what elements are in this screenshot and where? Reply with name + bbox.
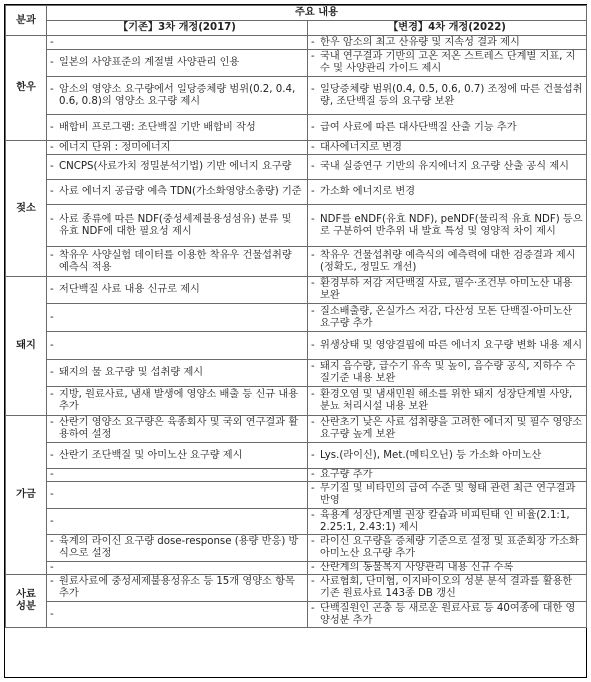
bullet-mark: - — [311, 417, 315, 428]
new-revision-cell — [308, 180, 587, 205]
list-item — [50, 312, 304, 324]
bullet-mark: - — [311, 449, 315, 461]
old-revision-cell — [47, 247, 308, 277]
new-revision-text: 한우 암소의 최고 산유량 및 지속성 결과 제시 — [320, 36, 520, 48]
table-row — [6, 509, 587, 535]
bullet-mark: - — [50, 83, 54, 95]
table-row — [6, 115, 587, 141]
old-revision-cell — [47, 535, 308, 562]
list-item — [311, 483, 583, 507]
bullet-mark: - — [50, 367, 54, 378]
bullet-mark: - — [311, 51, 315, 62]
new-revision-cell — [308, 332, 587, 360]
table-row — [6, 443, 587, 469]
new-revision-text: 사료협회, 단미협, 이지바이오의 성분 분석 결과를 활용한 기존 원료사료 143종 DB 갱신 — [320, 576, 573, 599]
bullet-mark: - — [50, 121, 54, 133]
bullet-mark: - — [50, 213, 54, 225]
list-item — [311, 576, 583, 600]
category-cell: 사료 성분 — [6, 575, 47, 628]
new-revision-text: 육용계 성장단계별 권장 칼슘과 비피틴태 인 비율(2.1:1, 2.25:1, 2.43:1) 제시 — [320, 509, 570, 533]
bullet-mark: - — [311, 121, 315, 133]
bullet-mark: - — [311, 602, 315, 614]
new-revision-cell — [308, 416, 587, 443]
table-row — [6, 482, 587, 509]
bullet-mark: - — [50, 562, 54, 573]
new-revision-text: 단백질원인 곤충 등 새로운 원료사료 등 40여종에 대한 영양성분 추가 — [320, 602, 576, 626]
table-row — [6, 50, 587, 77]
old-revision-text: 산란기 조단백질 및 아미노산 요구량 제시 — [59, 449, 243, 461]
new-revision-cell — [308, 77, 587, 115]
new-revision-text: 착유우 건물섭취량 예측식의 예측력에 대한 검증결과 제시(정확도, 정밀도 개선) — [320, 249, 576, 273]
new-revision-text: 산란계의 동물복지 사양관리 내용 신규 수록 — [320, 562, 514, 573]
old-revision-text: 돼지의 물 요구량 및 섭취량 제시 — [59, 367, 204, 378]
new-revision-text: 환경부하 저감 저단백질 사료, 필수·조건부 아미노산 내용 보완 — [320, 278, 573, 301]
old-revision-cell — [47, 360, 308, 387]
bullet-mark: - — [311, 361, 315, 372]
table-row — [6, 36, 587, 50]
bullet-mark: - — [311, 536, 315, 547]
list-item — [50, 609, 304, 621]
new-revision-cell — [308, 602, 587, 628]
list-item — [50, 250, 304, 274]
table-row — [6, 277, 587, 304]
new-revision-cell — [308, 387, 587, 416]
list-item — [311, 469, 583, 481]
list-item — [311, 340, 583, 352]
list-item — [50, 340, 304, 352]
list-item — [311, 306, 583, 330]
old-revision-cell — [47, 416, 308, 443]
list-item — [50, 516, 304, 528]
bullet-mark: - — [311, 186, 315, 197]
bullet-mark: - — [311, 213, 315, 225]
old-revision-text: 사료 종류에 따른 NDF(중성세제불용성섬유) 분류 및 유효 NDF에 대한 필요성 제시 — [59, 213, 292, 237]
new-revision-cell — [308, 562, 587, 575]
bullet-mark: - — [50, 489, 54, 500]
table-row — [6, 332, 587, 360]
new-revision-text: Lys.(라이신), Met.(메티오닌) 등 가소화 아미노산 — [320, 449, 542, 461]
bullet-mark: - — [311, 483, 315, 494]
bullet-mark: - — [50, 186, 54, 197]
old-revision-cell — [47, 562, 308, 575]
old-revision-text: 지방, 원료사료, 냄새 발생에 영양소 배출 등 신규 내용 추가 — [59, 389, 299, 412]
old-revision-cell — [47, 575, 308, 602]
new-revision-text: 산란초기 낮은 사료 섭취량을 고려한 에너지 및 필수 영양소 요구량 높게 보완 — [320, 417, 583, 440]
old-revision-text: 사료 에너지 공급량 예측 TDN(가소화영양소총량) 기준 — [59, 186, 302, 197]
table-row — [6, 77, 587, 115]
table-row — [6, 469, 587, 482]
list-item — [50, 367, 304, 379]
new-revision-text: 국내 실증연구 기반의 유지에너지 요구량 산출 공식 제시 — [320, 161, 570, 172]
old-revision-cell — [47, 387, 308, 416]
new-revision-text: 일당증체량 범위(0.4, 0.5, 0.6, 0.7) 조정에 따른 건물섭취량, 조단백질 등의 요구량 보완 — [320, 83, 583, 107]
header-old-revision: 【기존】3차 개정(2017) — [47, 21, 308, 36]
list-item — [311, 536, 583, 560]
bullet-mark: - — [311, 36, 315, 48]
bullet-mark: - — [50, 536, 54, 547]
bullet-mark: - — [50, 311, 54, 323]
bullet-mark: - — [311, 161, 315, 172]
bullet-mark: - — [311, 305, 315, 317]
bullet-mark: - — [50, 417, 54, 428]
new-revision-cell — [308, 36, 587, 50]
table-row — [6, 141, 587, 155]
old-revision-text: 배합비 프로그램: 조단백질 기반 배합비 작성 — [59, 121, 256, 133]
category-cell: 젖소 — [6, 141, 47, 277]
bullet-mark: - — [311, 389, 315, 400]
new-revision-cell — [308, 509, 587, 535]
bullet-mark: - — [50, 449, 54, 461]
list-item — [50, 161, 304, 173]
new-revision-text: 무기질 및 비타민의 급여 수준 및 형태 관련 최근 연구결과 반영 — [320, 483, 576, 506]
list-item — [50, 284, 304, 296]
old-revision-cell — [47, 205, 308, 247]
bullet-mark: - — [311, 469, 315, 480]
bullet-mark: - — [50, 36, 54, 48]
bullet-mark: - — [50, 389, 54, 400]
list-item — [311, 122, 583, 134]
revision-table — [5, 5, 587, 628]
new-revision-cell — [308, 535, 587, 562]
table-row — [6, 416, 587, 443]
bullet-mark: - — [50, 469, 54, 480]
old-revision-cell — [47, 469, 308, 482]
list-item — [311, 510, 583, 534]
bullet-mark: - — [311, 576, 315, 587]
list-item — [311, 450, 583, 462]
table-row — [6, 247, 587, 277]
old-revision-text: 일본의 사양표준의 계절별 사양관리 인용 — [59, 57, 240, 68]
new-revision-cell — [308, 469, 587, 482]
old-revision-text: 에너지 단위 : 정미에너지 — [59, 141, 171, 153]
list-item — [311, 562, 583, 574]
list-item — [50, 576, 304, 600]
bullet-mark: - — [311, 509, 315, 521]
old-revision-cell — [47, 36, 308, 50]
new-revision-cell — [308, 443, 587, 469]
table-row — [6, 155, 587, 180]
bullet-mark: - — [311, 339, 315, 351]
list-item — [311, 389, 583, 413]
old-revision-cell — [47, 115, 308, 141]
old-revision-text: 산란기 영양소 요구량은 육종회사 및 국외 연구결과 활용하여 설정 — [59, 417, 299, 440]
bullet-mark: - — [50, 161, 54, 172]
list-item — [50, 84, 304, 108]
new-revision-text: 가소화 에너지로 변경 — [320, 186, 416, 197]
table-row — [6, 205, 587, 247]
table-row — [6, 360, 587, 387]
old-revision-cell — [47, 332, 308, 360]
bullet-mark: - — [50, 57, 54, 68]
new-revision-cell — [308, 277, 587, 304]
old-revision-text: 암소의 영양소 요구량에서 일당증체량 범위(0.2, 0.4, 0.6, 0.8)의 영양소 요구량 제시 — [59, 83, 296, 107]
new-revision-text: 돼지 음수량, 급수기 유속 및 높이, 음수량 공식, 지하수 수질기준 내용 보완 — [320, 361, 576, 384]
new-revision-text: 위생상태 및 영양결핍에 따른 에너지 요구량 변화 내용 제시 — [320, 339, 583, 351]
new-revision-text: 대사에너지로 변경 — [320, 141, 402, 153]
old-revision-cell — [47, 77, 308, 115]
category-cell: 한우 — [6, 36, 47, 141]
old-revision-cell — [47, 482, 308, 509]
header-content: 주요 내용 — [47, 6, 587, 21]
list-item — [311, 84, 583, 108]
new-revision-cell — [308, 575, 587, 602]
new-revision-cell — [308, 205, 587, 247]
bullet-mark: - — [311, 278, 315, 289]
new-revision-text: 라이신 요구량을 증체량 기준으로 설정 및 표준회장 가소화 아미노산 요구량 추가 — [320, 536, 579, 559]
category-cell: 가금 — [6, 416, 47, 575]
table-row — [6, 387, 587, 416]
old-revision-cell — [47, 180, 308, 205]
list-item — [50, 122, 304, 134]
list-item — [50, 186, 304, 198]
bullet-mark: - — [311, 141, 315, 153]
old-revision-text: 저단백질 사료 내용 신규로 제시 — [59, 284, 200, 295]
table-row — [6, 562, 587, 575]
bullet-mark: - — [50, 141, 54, 153]
bullet-mark: - — [50, 608, 54, 620]
list-item — [50, 469, 304, 481]
old-revision-cell — [47, 509, 308, 535]
list-item — [311, 278, 583, 302]
header-category: 분과 — [6, 6, 47, 36]
old-revision-cell — [47, 155, 308, 180]
old-revision-cell — [47, 277, 308, 304]
table-row — [6, 304, 587, 332]
list-item — [311, 603, 583, 627]
new-revision-text: 환경오염 및 냄새민원 해소를 위한 돼지 성장단계별 사양, 분뇨 처리시설 내용 보완 — [320, 389, 573, 412]
new-revision-cell — [308, 360, 587, 387]
new-revision-cell — [308, 482, 587, 509]
new-revision-cell — [308, 115, 587, 141]
bullet-mark: - — [311, 249, 315, 261]
list-item — [311, 161, 583, 173]
list-item — [50, 389, 304, 413]
list-item — [50, 37, 304, 49]
list-item — [311, 51, 583, 75]
new-revision-cell — [308, 50, 587, 77]
new-revision-cell — [308, 304, 587, 332]
new-revision-text: 급여 사료에 따른 대사단백질 산출 기능 추가 — [320, 121, 517, 133]
list-item — [50, 562, 304, 574]
feeding-standard-table — [4, 4, 587, 678]
new-revision-text: 요구량 추가 — [320, 469, 373, 480]
list-item — [50, 417, 304, 441]
list-item — [311, 186, 583, 198]
bullet-mark: - — [50, 339, 54, 351]
list-item — [50, 142, 304, 154]
old-revision-text: 원료사료에 중성세제불용성유소 등 15개 영양소 항목 추가 — [59, 576, 295, 599]
list-item — [50, 214, 304, 238]
list-item — [50, 57, 304, 69]
new-revision-cell — [308, 247, 587, 277]
table-row — [6, 180, 587, 205]
list-item — [311, 37, 583, 49]
old-revision-cell — [47, 304, 308, 332]
bullet-mark: - — [50, 284, 54, 295]
list-item — [311, 142, 583, 154]
list-item — [50, 450, 304, 462]
header-new-revision: 【변경】4차 개정(2022) — [308, 21, 587, 36]
new-revision-cell — [308, 141, 587, 155]
old-revision-text: 육계의 라이신 요구량 dose-response (용량 반응) 방식으로 설정 — [59, 536, 299, 559]
list-item — [311, 417, 583, 441]
old-revision-text: 착유우 사양실험 데이터를 이용한 착유우 건물섭취량 예측식 적용 — [59, 249, 292, 273]
table-row — [6, 602, 587, 628]
bullet-mark: - — [311, 83, 315, 95]
old-revision-cell — [47, 141, 308, 155]
old-revision-cell — [47, 50, 308, 77]
old-revision-cell — [47, 602, 308, 628]
table-row — [6, 575, 587, 602]
new-revision-text: 국내 연구결과 기반의 고온 저온 스트레스 단계별 지표, 지수 및 사양관리 가이드 제시 — [320, 51, 576, 74]
list-item — [311, 214, 583, 238]
list-item — [311, 250, 583, 274]
new-revision-text: NDF를 eNDF(유효 NDF), peNDF(물리적 유효 NDF) 등으로 구분하여 반추위 내 발효 특성 및 영양적 차이 제시 — [320, 213, 583, 237]
old-revision-cell — [47, 443, 308, 469]
table-row — [6, 535, 587, 562]
bullet-mark: - — [50, 515, 54, 527]
category-cell: 돼지 — [6, 277, 47, 416]
list-item — [311, 361, 583, 385]
old-revision-text: CNCPS(사료가치 정밀분석기법) 기반 에너지 요구량 — [59, 161, 292, 172]
list-item — [50, 489, 304, 501]
bullet-mark: - — [50, 576, 54, 587]
list-item — [50, 536, 304, 560]
bullet-mark: - — [50, 249, 54, 261]
bullet-mark: - — [311, 562, 315, 573]
new-revision-cell — [308, 155, 587, 180]
new-revision-text: 질소배출량, 온실가스 저감, 다산성 모돈 단백질·아미노산 요구량 추가 — [320, 305, 573, 329]
